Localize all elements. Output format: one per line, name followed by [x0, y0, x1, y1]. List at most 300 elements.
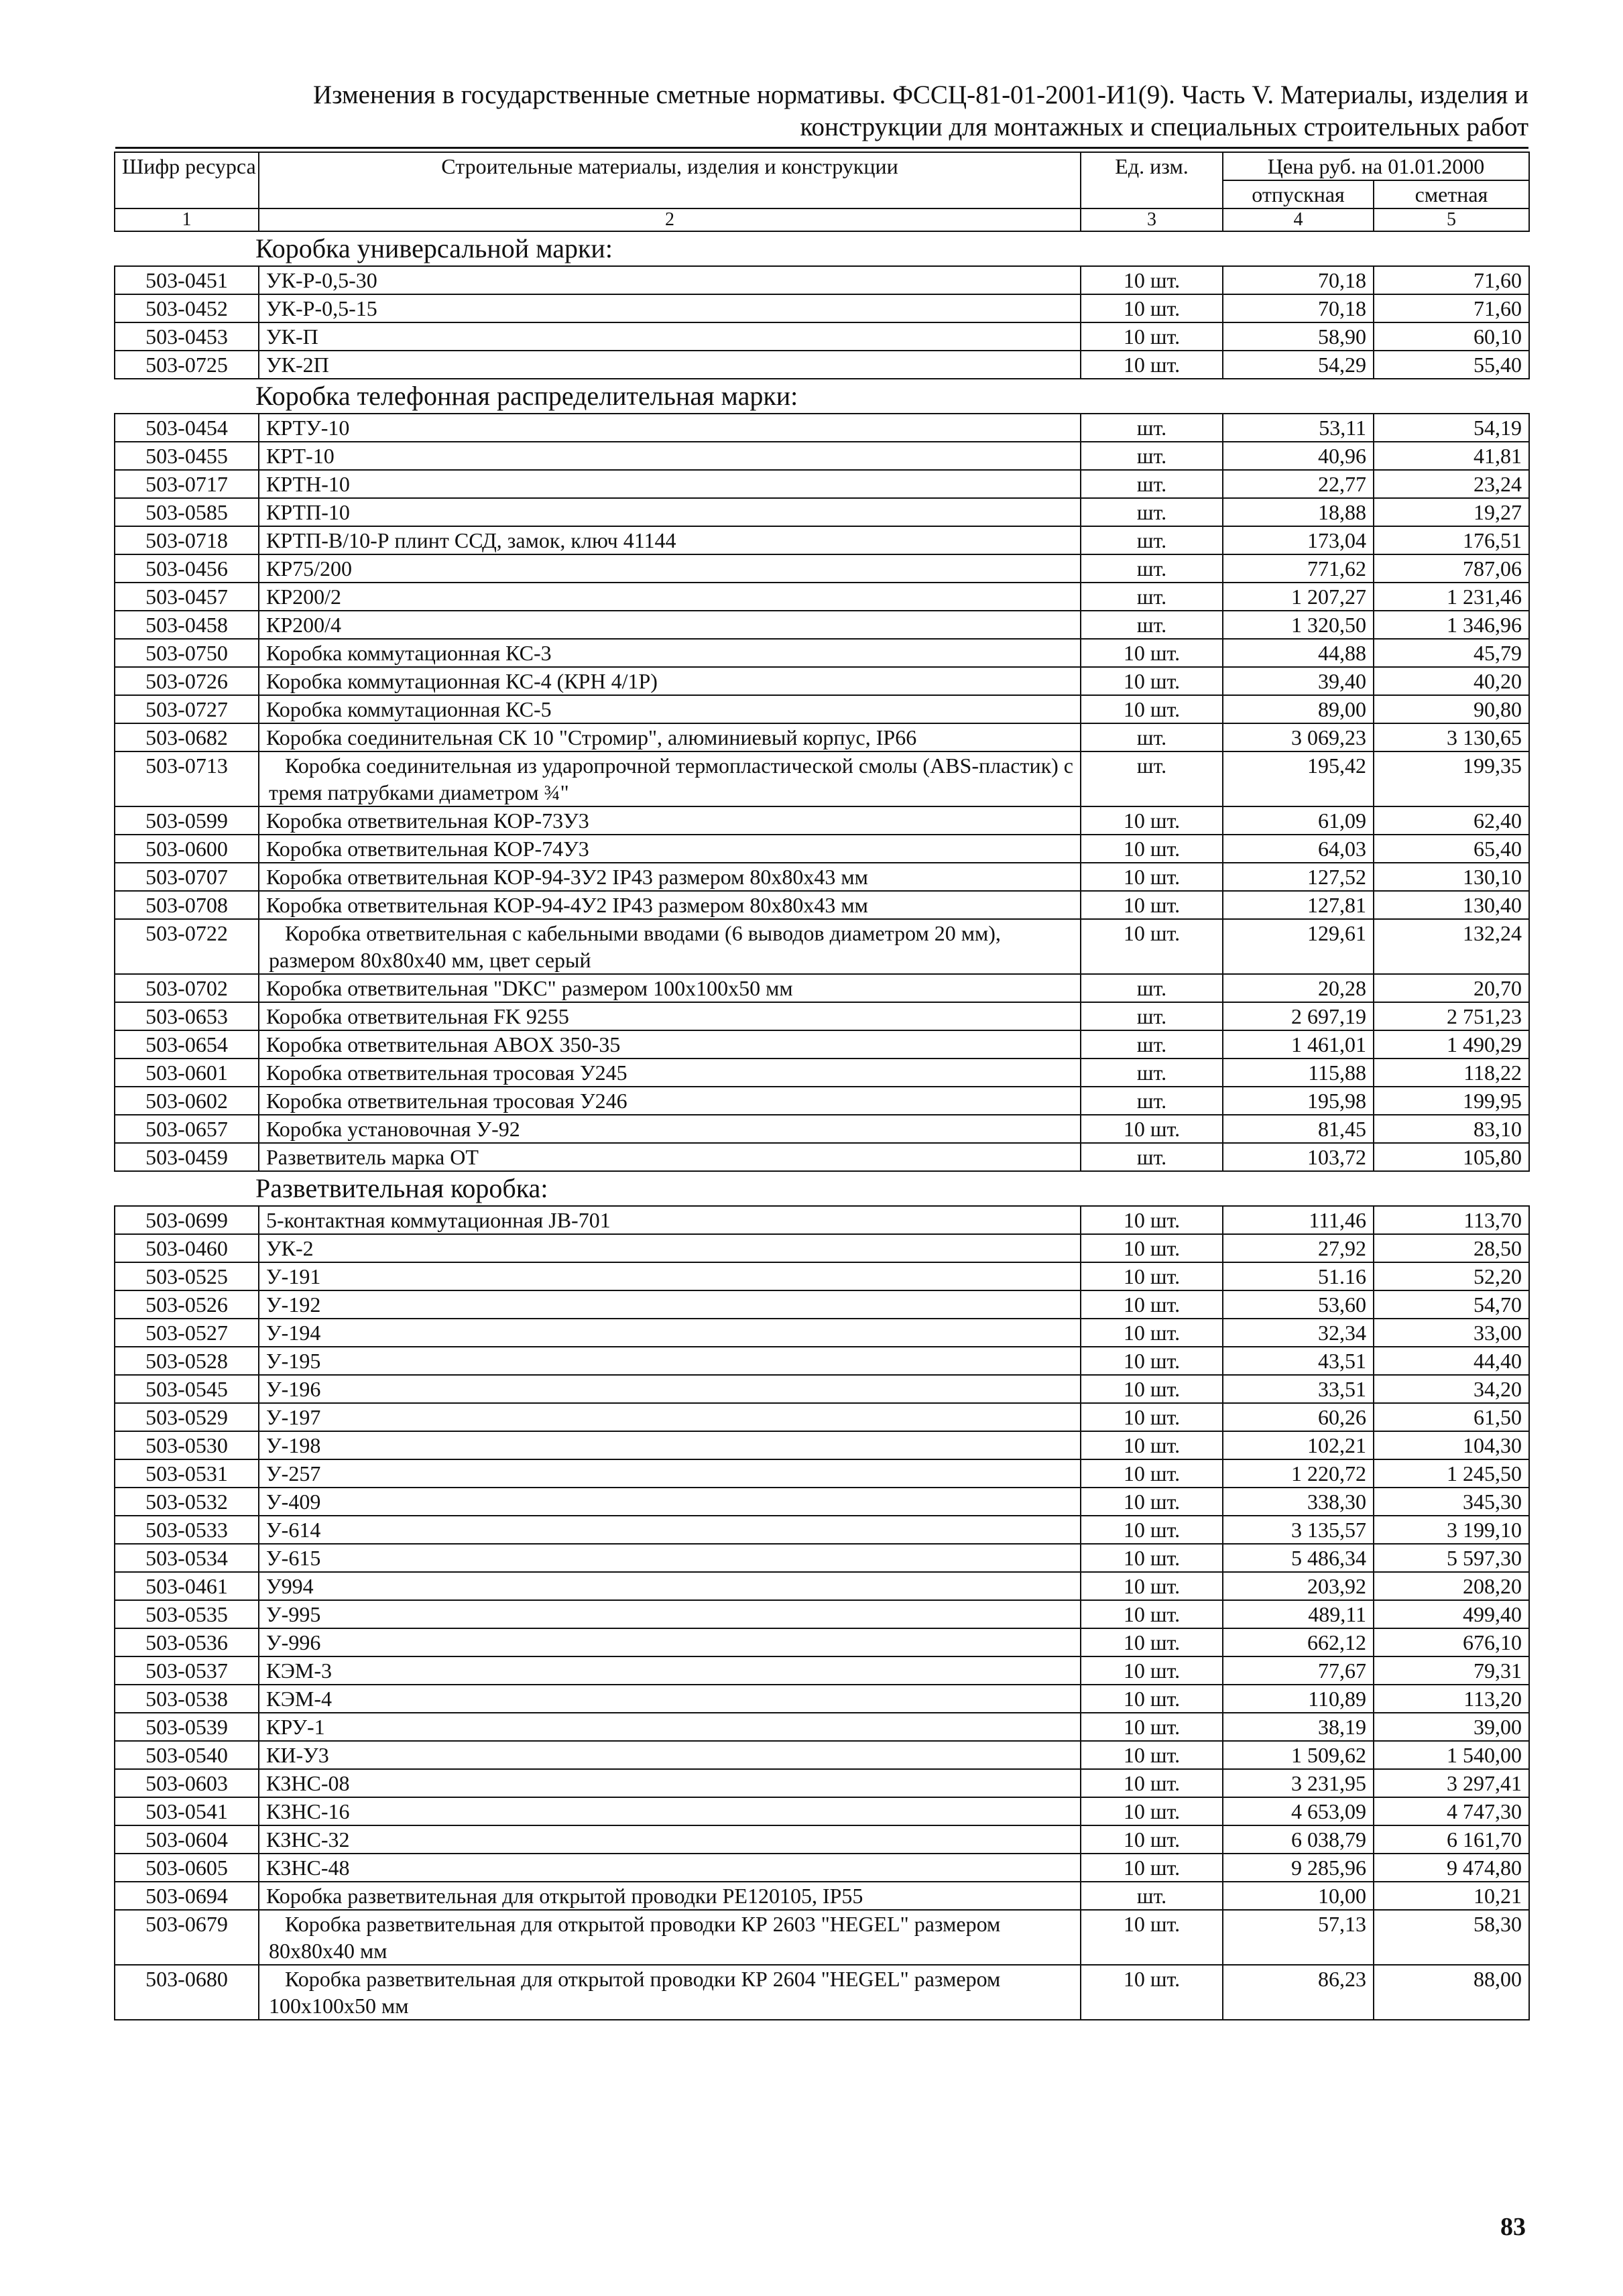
- unit-cell: 10 шт.: [1081, 1910, 1223, 1965]
- unit-cell: 10 шт.: [1081, 1769, 1223, 1797]
- table-row: [115, 266, 1529, 294]
- release-price-cell: 771,62: [1223, 554, 1374, 583]
- unit-cell: 10 шт.: [1081, 1375, 1223, 1403]
- material-name-cell: Коробка коммутационная КС-5: [259, 695, 1081, 723]
- estimate-price-cell: 130,40: [1374, 891, 1529, 919]
- release-price-cell: 77,67: [1223, 1656, 1374, 1685]
- estimate-price-cell: 104,30: [1374, 1431, 1529, 1459]
- table-row: [115, 1087, 1529, 1115]
- release-price-cell: 70,18: [1223, 294, 1374, 322]
- material-name-cell: Коробка ответвительная КОР-94-3У2 IP43 размером 80х80х43 мм: [259, 863, 1081, 891]
- unit-cell: 10 шт.: [1081, 1741, 1223, 1769]
- material-name-cell: УК-2П: [259, 351, 1081, 379]
- estimate-price-cell: 676,10: [1374, 1628, 1529, 1656]
- estimate-price-cell: 199,35: [1374, 751, 1529, 806]
- material-name-cell: У994: [259, 1572, 1081, 1600]
- table-row: [115, 1825, 1529, 1854]
- unit-cell: 10 шт.: [1081, 1206, 1223, 1234]
- estimate-price-cell: 65,40: [1374, 835, 1529, 863]
- col-number-2: 2: [259, 208, 1081, 231]
- unit-cell: 10 шт.: [1081, 667, 1223, 695]
- unit-cell: шт.: [1081, 1059, 1223, 1087]
- table-row: [115, 639, 1529, 667]
- unit-cell: 10 шт.: [1081, 1572, 1223, 1600]
- estimate-price-cell: 52,20: [1374, 1262, 1529, 1290]
- release-price-cell: 1 509,62: [1223, 1741, 1374, 1769]
- material-name-cell: КЭМ-4: [259, 1685, 1081, 1713]
- material-name-cell: Коробка ответвительная КОР-94-4У2 IP43 размером 80х80х43 мм: [259, 891, 1081, 919]
- material-name-cell: КРТ-10: [259, 442, 1081, 470]
- table-row: [115, 470, 1529, 498]
- table-row: [115, 294, 1529, 322]
- col-header-estimate: сметная: [1374, 180, 1529, 208]
- unit-cell: 10 шт.: [1081, 1544, 1223, 1572]
- resource-code-cell: 503-0460: [115, 1234, 259, 1262]
- release-price-cell: 195,98: [1223, 1087, 1374, 1115]
- unit-cell: 10 шт.: [1081, 1965, 1223, 2020]
- material-name-cell: КРТН-10: [259, 470, 1081, 498]
- resource-code-cell: 503-0529: [115, 1403, 259, 1431]
- unit-cell: шт.: [1081, 526, 1223, 554]
- unit-cell: 10 шт.: [1081, 1797, 1223, 1825]
- resource-code-cell: 503-0459: [115, 1143, 259, 1171]
- unit-cell: шт.: [1081, 583, 1223, 611]
- release-price-cell: 111,46: [1223, 1206, 1374, 1234]
- material-name-cell: Коробка ответвительная тросовая У245: [259, 1059, 1081, 1087]
- resource-code-cell: 503-0601: [115, 1059, 259, 1087]
- release-price-cell: 662,12: [1223, 1628, 1374, 1656]
- header-line-1: Изменения в государственные сметные нормативы. ФССЦ-81-01-2001-И1(9). Часть V. Материалы, изделия и: [312, 80, 1528, 109]
- table-row: [115, 919, 1529, 974]
- release-price-cell: 110,89: [1223, 1685, 1374, 1713]
- unit-cell: 10 шт.: [1081, 266, 1223, 294]
- unit-cell: шт.: [1081, 974, 1223, 1002]
- table-row: [115, 723, 1529, 751]
- resource-code-cell: 503-0717: [115, 470, 259, 498]
- estimate-price-cell: 90,80: [1374, 695, 1529, 723]
- release-price-cell: 3 231,95: [1223, 1769, 1374, 1797]
- table-row: [115, 1290, 1529, 1319]
- material-name-cell: У-196: [259, 1375, 1081, 1403]
- estimate-price-cell: 62,40: [1374, 806, 1529, 835]
- group-title: Коробка универсальной марки:: [115, 231, 1529, 266]
- unit-cell: 10 шт.: [1081, 322, 1223, 351]
- material-name-cell: Коробка коммутационная КС-3: [259, 639, 1081, 667]
- release-price-cell: 51.16: [1223, 1262, 1374, 1290]
- material-name-cell: У-197: [259, 1403, 1081, 1431]
- header-rule: [115, 147, 1528, 149]
- estimate-price-cell: 113,20: [1374, 1685, 1529, 1713]
- unit-cell: 10 шт.: [1081, 294, 1223, 322]
- unit-cell: 10 шт.: [1081, 351, 1223, 379]
- estimate-price-cell: 3 199,10: [1374, 1516, 1529, 1544]
- table-row: [115, 751, 1529, 806]
- resource-code-cell: 503-0456: [115, 554, 259, 583]
- estimate-price-cell: 19,27: [1374, 498, 1529, 526]
- resource-code-cell: 503-0680: [115, 1965, 259, 2020]
- material-name-cell: КРТП-В/10-Р плинт ССД, замок, ключ 41144: [259, 526, 1081, 554]
- table-row: [115, 583, 1529, 611]
- material-name-cell: УК-Р-0,5-30: [259, 266, 1081, 294]
- estimate-price-cell: 71,60: [1374, 266, 1529, 294]
- table-row: [115, 1143, 1529, 1171]
- unit-cell: шт.: [1081, 723, 1223, 751]
- material-name-cell: Коробка соединительная из ударопрочной термопластической смолы (ABS-пластик) с тремя патрубками диаметром ¾": [259, 751, 1081, 806]
- table-row: [115, 835, 1529, 863]
- unit-cell: 10 шт.: [1081, 1319, 1223, 1347]
- resource-code-cell: 503-0702: [115, 974, 259, 1002]
- table-row: [115, 974, 1529, 1002]
- release-price-cell: 173,04: [1223, 526, 1374, 554]
- unit-cell: шт.: [1081, 751, 1223, 806]
- unit-cell: 10 шт.: [1081, 1685, 1223, 1713]
- resource-code-cell: 503-0451: [115, 266, 259, 294]
- resource-code-cell: 503-0585: [115, 498, 259, 526]
- estimate-price-cell: 79,31: [1374, 1656, 1529, 1685]
- resource-code-cell: 503-0750: [115, 639, 259, 667]
- resource-code-cell: 503-0727: [115, 695, 259, 723]
- estimate-price-cell: 40,20: [1374, 667, 1529, 695]
- release-price-cell: 3 135,57: [1223, 1516, 1374, 1544]
- estimate-price-cell: 58,30: [1374, 1910, 1529, 1965]
- unit-cell: 10 шт.: [1081, 695, 1223, 723]
- release-price-cell: 102,21: [1223, 1431, 1374, 1459]
- estimate-price-cell: 208,20: [1374, 1572, 1529, 1600]
- resource-code-cell: 503-0545: [115, 1375, 259, 1403]
- release-price-cell: 4 653,09: [1223, 1797, 1374, 1825]
- unit-cell: 10 шт.: [1081, 1234, 1223, 1262]
- table-row: [115, 891, 1529, 919]
- material-name-cell: КЗНС-16: [259, 1797, 1081, 1825]
- material-name-cell: Разветвитель марка ОТ: [259, 1143, 1081, 1171]
- release-price-cell: 115,88: [1223, 1059, 1374, 1087]
- col-header-release: отпускная: [1223, 180, 1374, 208]
- table-row: [115, 1262, 1529, 1290]
- col-header-unit: Ед. изм.: [1081, 152, 1223, 208]
- table-row: [115, 1347, 1529, 1375]
- table-row: [115, 1965, 1529, 2020]
- unit-cell: шт.: [1081, 1882, 1223, 1910]
- unit-cell: 10 шт.: [1081, 1347, 1223, 1375]
- estimate-price-cell: 1 245,50: [1374, 1459, 1529, 1488]
- release-price-cell: 9 285,96: [1223, 1854, 1374, 1882]
- unit-cell: 10 шт.: [1081, 1115, 1223, 1143]
- release-price-cell: 2 697,19: [1223, 1002, 1374, 1030]
- release-price-cell: 1 461,01: [1223, 1030, 1374, 1059]
- resource-code-cell: 503-0654: [115, 1030, 259, 1059]
- resource-code-cell: 503-0713: [115, 751, 259, 806]
- material-name-cell: Коробка разветвительная для открытой проводки PE120105, IP55: [259, 1882, 1081, 1910]
- material-name-cell: Коробка разветвительная для открытой проводки КР 2603 "HEGEL" размером 80х80х40 мм: [259, 1910, 1081, 1965]
- material-name-cell: КЗНС-08: [259, 1769, 1081, 1797]
- material-name-cell: КР75/200: [259, 554, 1081, 583]
- unit-cell: 10 шт.: [1081, 1431, 1223, 1459]
- table-row: [115, 498, 1529, 526]
- resource-code-cell: 503-0454: [115, 414, 259, 442]
- release-price-cell: 40,96: [1223, 442, 1374, 470]
- release-price-cell: 60,26: [1223, 1403, 1374, 1431]
- estimate-price-cell: 6 161,70: [1374, 1825, 1529, 1854]
- unit-cell: шт.: [1081, 414, 1223, 442]
- estimate-price-cell: 345,30: [1374, 1488, 1529, 1516]
- material-name-cell: КРТУ-10: [259, 414, 1081, 442]
- resource-code-cell: 503-0538: [115, 1685, 259, 1713]
- resource-code-cell: 503-0532: [115, 1488, 259, 1516]
- material-name-cell: У-195: [259, 1347, 1081, 1375]
- material-name-cell: У-191: [259, 1262, 1081, 1290]
- release-price-cell: 32,34: [1223, 1319, 1374, 1347]
- resource-code-cell: 503-0657: [115, 1115, 259, 1143]
- table-row: [115, 1854, 1529, 1882]
- group-title: Разветвительная коробка:: [115, 1171, 1529, 1206]
- estimate-price-cell: 132,24: [1374, 919, 1529, 974]
- material-name-cell: КЗНС-48: [259, 1854, 1081, 1882]
- release-price-cell: 103,72: [1223, 1143, 1374, 1171]
- table-row: [115, 1572, 1529, 1600]
- resource-code-cell: 503-0694: [115, 1882, 259, 1910]
- table-row: [115, 1431, 1529, 1459]
- unit-cell: шт.: [1081, 554, 1223, 583]
- table-row: [115, 1797, 1529, 1825]
- resource-code-cell: 503-0603: [115, 1769, 259, 1797]
- release-price-cell: 3 069,23: [1223, 723, 1374, 751]
- unit-cell: 10 шт.: [1081, 1656, 1223, 1685]
- release-price-cell: 39,40: [1223, 667, 1374, 695]
- page-header: [114, 79, 1528, 143]
- table-row: [115, 1656, 1529, 1685]
- unit-cell: 10 шт.: [1081, 1854, 1223, 1882]
- unit-cell: 10 шт.: [1081, 891, 1223, 919]
- estimate-price-cell: 10,21: [1374, 1882, 1529, 1910]
- page-number: 83: [1500, 2213, 1526, 2241]
- table-row: [115, 1488, 1529, 1516]
- estimate-price-cell: 54,19: [1374, 414, 1529, 442]
- resource-code-cell: 503-0534: [115, 1544, 259, 1572]
- unit-cell: шт.: [1081, 470, 1223, 498]
- resource-code-cell: 503-0604: [115, 1825, 259, 1854]
- table-row: [115, 351, 1529, 379]
- table-row: [115, 1319, 1529, 1347]
- resource-code-cell: 503-0708: [115, 891, 259, 919]
- resource-code-cell: 503-0718: [115, 526, 259, 554]
- material-name-cell: У-995: [259, 1600, 1081, 1628]
- col-header-price: Цена руб. на 01.01.2000: [1223, 152, 1529, 180]
- unit-cell: 10 шт.: [1081, 1290, 1223, 1319]
- release-price-cell: 203,92: [1223, 1572, 1374, 1600]
- table-row: [115, 526, 1529, 554]
- resource-code-cell: 503-0679: [115, 1910, 259, 1965]
- material-name-cell: У-257: [259, 1459, 1081, 1488]
- material-name-cell: УК-П: [259, 322, 1081, 351]
- estimate-price-cell: 45,79: [1374, 639, 1529, 667]
- resource-code-cell: 503-0458: [115, 611, 259, 639]
- table-row: [115, 554, 1529, 583]
- release-price-cell: 54,29: [1223, 351, 1374, 379]
- material-name-cell: УК-Р-0,5-15: [259, 294, 1081, 322]
- material-name-cell: КР200/4: [259, 611, 1081, 639]
- resource-code-cell: 503-0525: [115, 1262, 259, 1290]
- unit-cell: 10 шт.: [1081, 919, 1223, 974]
- release-price-cell: 53,60: [1223, 1290, 1374, 1319]
- material-name-cell: У-409: [259, 1488, 1081, 1516]
- estimate-price-cell: 28,50: [1374, 1234, 1529, 1262]
- estimate-price-cell: 1 540,00: [1374, 1741, 1529, 1769]
- resource-code-cell: 503-0539: [115, 1713, 259, 1741]
- group-header-row: [115, 379, 1529, 414]
- table-row: [115, 322, 1529, 351]
- release-price-cell: 81,45: [1223, 1115, 1374, 1143]
- col-number-4: 4: [1223, 208, 1374, 231]
- resource-code-cell: 503-0602: [115, 1087, 259, 1115]
- material-name-cell: Коробка ответвительная КОР-74У3: [259, 835, 1081, 863]
- release-price-cell: 43,51: [1223, 1347, 1374, 1375]
- estimate-price-cell: 3 130,65: [1374, 723, 1529, 751]
- material-name-cell: Коробка соединительная СК 10 "Стромир", алюминиевый корпус, IP66: [259, 723, 1081, 751]
- table-row: [115, 1544, 1529, 1572]
- estimate-price-cell: 71,60: [1374, 294, 1529, 322]
- table-row: [115, 1516, 1529, 1544]
- resource-code-cell: 503-0528: [115, 1347, 259, 1375]
- release-price-cell: 57,13: [1223, 1910, 1374, 1965]
- material-name-cell: КРУ-1: [259, 1713, 1081, 1741]
- table-row: [115, 1234, 1529, 1262]
- release-price-cell: 33,51: [1223, 1375, 1374, 1403]
- release-price-cell: 6 038,79: [1223, 1825, 1374, 1854]
- resource-code-cell: 503-0599: [115, 806, 259, 835]
- estimate-price-cell: 20,70: [1374, 974, 1529, 1002]
- unit-cell: шт.: [1081, 1143, 1223, 1171]
- material-name-cell: Коробка ответвительная ABOX 350-35: [259, 1030, 1081, 1059]
- material-name-cell: У-614: [259, 1516, 1081, 1544]
- material-name-cell: У-194: [259, 1319, 1081, 1347]
- resource-code-cell: 503-0540: [115, 1741, 259, 1769]
- estimate-price-cell: 105,80: [1374, 1143, 1529, 1171]
- table-row: [115, 695, 1529, 723]
- table-row: [115, 1769, 1529, 1797]
- release-price-cell: 58,90: [1223, 322, 1374, 351]
- unit-cell: 10 шт.: [1081, 1262, 1223, 1290]
- table-row: [115, 1059, 1529, 1087]
- resource-code-cell: 503-0725: [115, 351, 259, 379]
- table-row: [115, 1882, 1529, 1910]
- estimate-price-cell: 1 346,96: [1374, 611, 1529, 639]
- release-price-cell: 338,30: [1223, 1488, 1374, 1516]
- material-name-cell: КЭМ-3: [259, 1656, 1081, 1685]
- unit-cell: 10 шт.: [1081, 1628, 1223, 1656]
- table-row: [115, 1002, 1529, 1030]
- material-name-cell: Коробка ответвительная тросовая У246: [259, 1087, 1081, 1115]
- material-name-cell: У-192: [259, 1290, 1081, 1319]
- release-price-cell: 44,88: [1223, 639, 1374, 667]
- unit-cell: 10 шт.: [1081, 863, 1223, 891]
- release-price-cell: 5 486,34: [1223, 1544, 1374, 1572]
- material-name-cell: Коробка коммутационная КС-4 (КРН 4/1Р): [259, 667, 1081, 695]
- estimate-price-cell: 44,40: [1374, 1347, 1529, 1375]
- col-number-5: 5: [1374, 208, 1529, 231]
- group-header-row: [115, 231, 1529, 266]
- estimate-price-cell: 176,51: [1374, 526, 1529, 554]
- unit-cell: 10 шт.: [1081, 835, 1223, 863]
- resource-code-cell: 503-0453: [115, 322, 259, 351]
- table-row: [115, 1910, 1529, 1965]
- estimate-price-cell: 83,10: [1374, 1115, 1529, 1143]
- resource-code-cell: 503-0722: [115, 919, 259, 974]
- estimate-price-cell: 41,81: [1374, 442, 1529, 470]
- unit-cell: шт.: [1081, 498, 1223, 526]
- resource-code-cell: 503-0452: [115, 294, 259, 322]
- table-row: [115, 1403, 1529, 1431]
- release-price-cell: 1 220,72: [1223, 1459, 1374, 1488]
- estimate-price-cell: 199,95: [1374, 1087, 1529, 1115]
- unit-cell: шт.: [1081, 1087, 1223, 1115]
- estimate-price-cell: 55,40: [1374, 351, 1529, 379]
- material-name-cell: У-198: [259, 1431, 1081, 1459]
- release-price-cell: 53,11: [1223, 414, 1374, 442]
- material-name-cell: КЗНС-32: [259, 1825, 1081, 1854]
- estimate-price-cell: 2 751,23: [1374, 1002, 1529, 1030]
- estimate-price-cell: 118,22: [1374, 1059, 1529, 1087]
- col-header-name: Строительные материалы, изделия и конструкции: [259, 152, 1081, 208]
- unit-cell: шт.: [1081, 611, 1223, 639]
- estimate-price-cell: 1 490,29: [1374, 1030, 1529, 1059]
- release-price-cell: 38,19: [1223, 1713, 1374, 1741]
- estimate-price-cell: 4 747,30: [1374, 1797, 1529, 1825]
- estimate-price-cell: 5 597,30: [1374, 1544, 1529, 1572]
- unit-cell: шт.: [1081, 1002, 1223, 1030]
- release-price-cell: 61,09: [1223, 806, 1374, 835]
- estimate-price-cell: 1 231,46: [1374, 583, 1529, 611]
- resource-code-cell: 503-0455: [115, 442, 259, 470]
- resource-code-cell: 503-0699: [115, 1206, 259, 1234]
- table-header: [115, 152, 1529, 231]
- release-price-cell: 127,52: [1223, 863, 1374, 891]
- col-number-3: 3: [1081, 208, 1223, 231]
- table-row: [115, 1741, 1529, 1769]
- release-price-cell: 127,81: [1223, 891, 1374, 919]
- resource-code-cell: 503-0457: [115, 583, 259, 611]
- material-name-cell: Коробка ответвительная FK 9255: [259, 1002, 1081, 1030]
- group-title: Коробка телефонная распределительная марки:: [115, 379, 1529, 414]
- unit-cell: 10 шт.: [1081, 1825, 1223, 1854]
- table-body: [115, 231, 1529, 2020]
- material-name-cell: УК-2: [259, 1234, 1081, 1262]
- estimate-price-cell: 113,70: [1374, 1206, 1529, 1234]
- resource-code-cell: 503-0605: [115, 1854, 259, 1882]
- resource-code-cell: 503-0461: [115, 1572, 259, 1600]
- resource-code-cell: 503-0533: [115, 1516, 259, 1544]
- material-name-cell: Коробка разветвительная для открытой проводки КР 2604 "HEGEL" размером 100х100х50 мм: [259, 1965, 1081, 2020]
- unit-cell: 10 шт.: [1081, 639, 1223, 667]
- material-name-cell: Коробка установочная У-92: [259, 1115, 1081, 1143]
- group-header-row: [115, 1171, 1529, 1206]
- estimate-price-cell: 787,06: [1374, 554, 1529, 583]
- release-price-cell: 195,42: [1223, 751, 1374, 806]
- unit-cell: 10 шт.: [1081, 806, 1223, 835]
- table-row: [115, 1115, 1529, 1143]
- table-row: [115, 1459, 1529, 1488]
- estimate-price-cell: 499,40: [1374, 1600, 1529, 1628]
- material-name-cell: Коробка ответвительная с кабельными вводами (6 выводов диаметром 20 мм), размером 80х80х40 мм, цвет серый: [259, 919, 1081, 974]
- release-price-cell: 89,00: [1223, 695, 1374, 723]
- estimate-price-cell: 33,00: [1374, 1319, 1529, 1347]
- unit-cell: 10 шт.: [1081, 1713, 1223, 1741]
- resource-code-cell: 503-0682: [115, 723, 259, 751]
- table-row: [115, 863, 1529, 891]
- estimate-price-cell: 9 474,80: [1374, 1854, 1529, 1882]
- resource-code-cell: 503-0707: [115, 863, 259, 891]
- resource-code-cell: 503-0530: [115, 1431, 259, 1459]
- estimate-price-cell: 23,24: [1374, 470, 1529, 498]
